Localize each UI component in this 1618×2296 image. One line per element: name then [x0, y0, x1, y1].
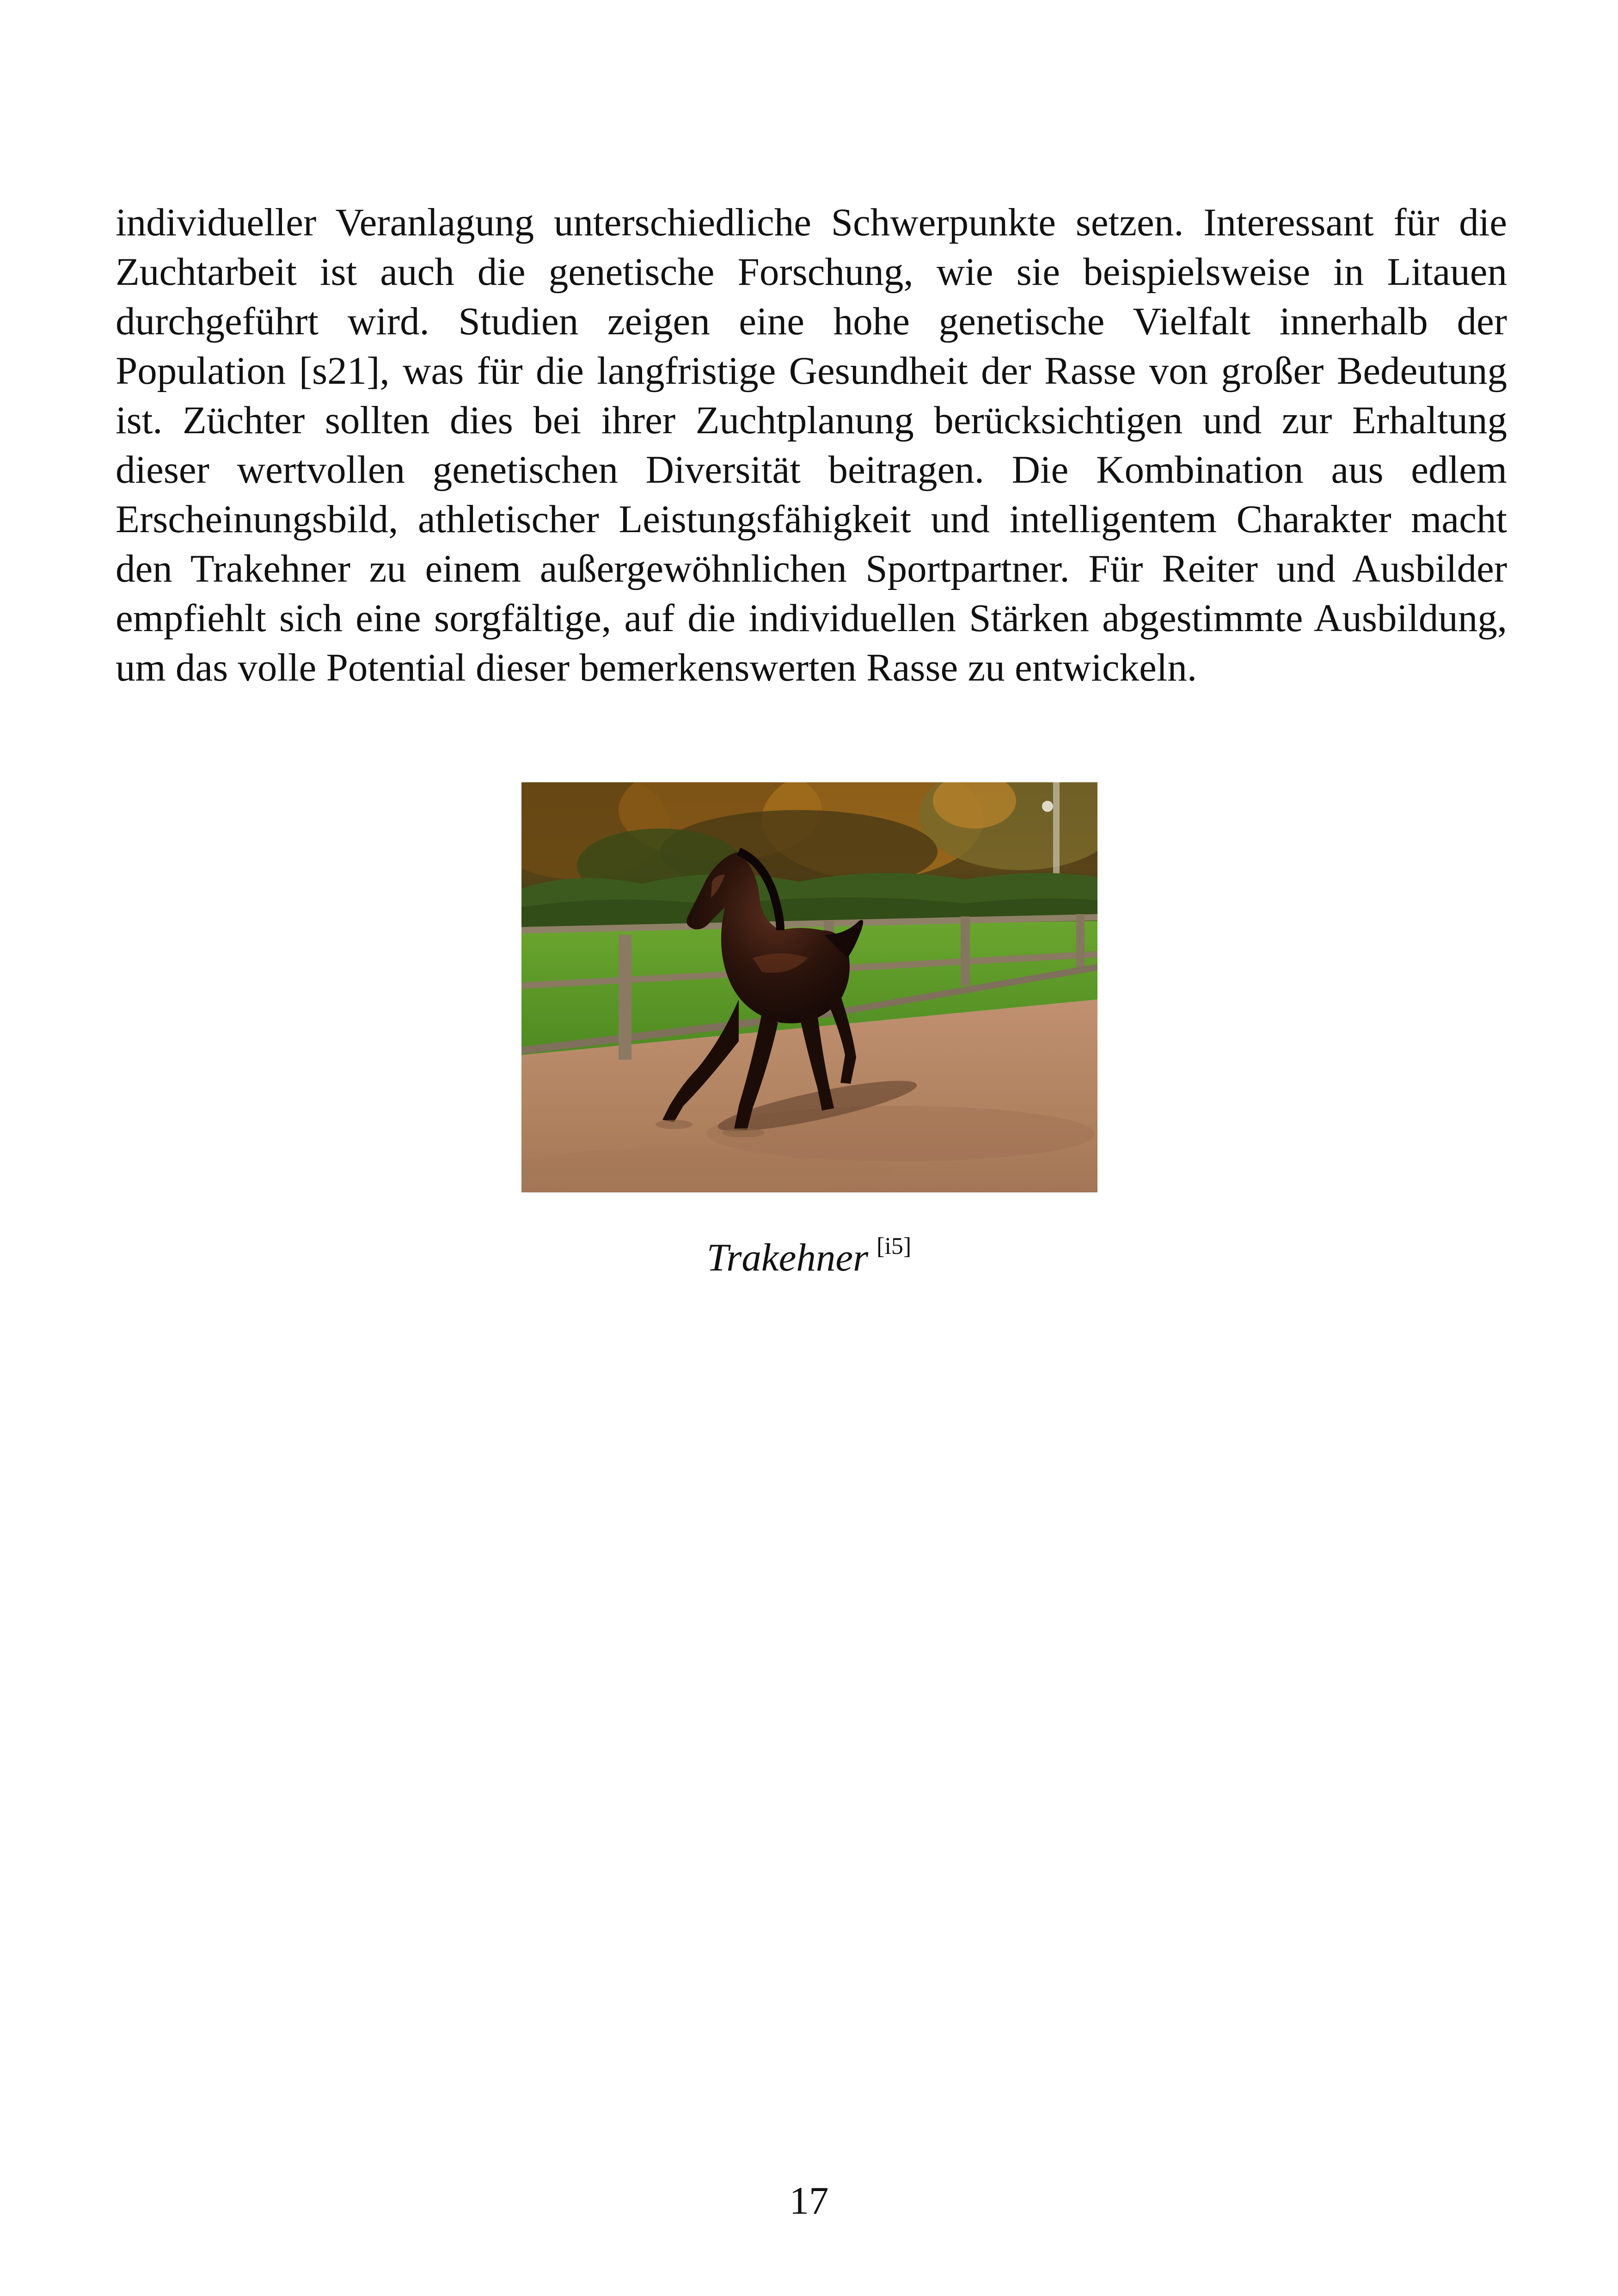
- caption-reference: [i5]: [876, 1233, 912, 1259]
- horse-photo: [521, 782, 1097, 1192]
- caption-title: Trakehner: [706, 1236, 869, 1279]
- figure-caption: [0, 1232, 1618, 1289]
- body-paragraph: individueller Veranlagung unterschiedliche Schwerpunkte setzen. Interessant für die Zuchtarbeit ist auch die genetische Forschung, wie sie beispielsweise in Litauen durchgeführt wird. Studien zeigen eine hohe genetische Vielfalt innerhalb der Population [s21], was für die langfristige Gesundheit der Rasse von großer Bedeutung ist. Züchter sollten dies bei ihrer Zuchtplanung berücksichtigen und zur Erhaltung dieser wertvollen genetischen Diversität beitragen. Die Kombination aus edlem Erscheinungsbild, athletischer Leistungsfähigkeit und intelligentem Charakter macht den Trakehner zu einem außergewöhnlichen Sportpartner. Für Reiter und Ausbilder empfiehlt sich eine sorgfältige, auf die individuellen Stärken abgestimmte Ausbildung, um das volle Potential dieser bemerkenswerten Rasse zu entwickeln.: [116, 201, 1507, 689]
- page-number: 17: [789, 2179, 829, 2222]
